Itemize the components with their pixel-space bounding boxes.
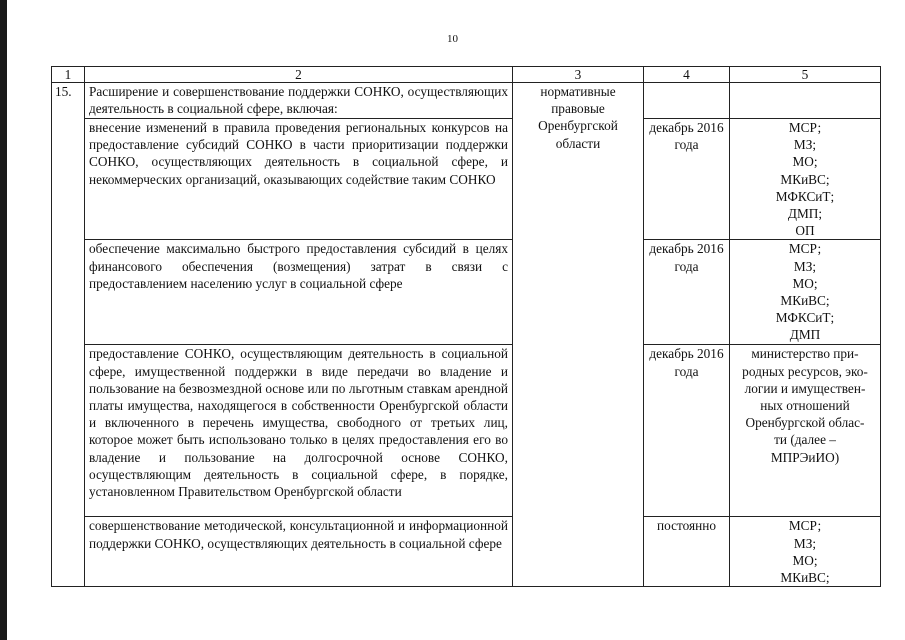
subitem-deadline: постоянно bbox=[644, 517, 730, 587]
table-row bbox=[52, 83, 881, 119]
subitem-deadline: декабрь 2016 года bbox=[644, 240, 730, 345]
executor: логии и имуществен- bbox=[744, 380, 866, 396]
executor: МКиВС; bbox=[780, 293, 830, 309]
header-cell: 4 bbox=[644, 67, 730, 83]
executor: МФКСиТ; bbox=[775, 310, 835, 326]
executor: МСР; bbox=[788, 241, 822, 257]
executor: ДМП; bbox=[787, 206, 823, 222]
table-row bbox=[52, 240, 881, 345]
executor: МО; bbox=[792, 275, 818, 291]
executor: МПРЭиИО) bbox=[770, 449, 840, 465]
executor: МСР; bbox=[788, 120, 822, 135]
executor: родных ресурсов, эко- bbox=[742, 363, 868, 379]
executor: МЗ; bbox=[793, 258, 817, 274]
item-title: Расширение и совершенствование поддержки СОНКО, осуществляющих деятельность в социальной сфере, включая: bbox=[85, 83, 513, 119]
subitem-deadline: декабрь 2016 года bbox=[644, 119, 730, 240]
executor: МСР; bbox=[788, 518, 822, 534]
subitem-text: обеспечение максимально быстрого предоставления субсидий в целях финансового обеспечения (возмещения) затрат в связи с предоставлением населению услуг в социальной сфере bbox=[85, 240, 513, 345]
executor: МКиВС; bbox=[780, 570, 830, 586]
scan-edge-bar bbox=[0, 0, 7, 640]
executor: МКиВС; bbox=[780, 171, 830, 187]
executor: ти (далее – bbox=[774, 432, 836, 448]
table-row bbox=[52, 517, 881, 587]
header-cell: 3 bbox=[513, 67, 644, 83]
executor: Оренбургской облас- bbox=[745, 415, 865, 431]
subitem-deadline: декабрь 2016 года bbox=[644, 345, 730, 517]
executor: МЗ; bbox=[793, 137, 817, 153]
deadline-cell-empty bbox=[644, 83, 730, 119]
subitem-executors bbox=[730, 517, 881, 587]
subitem-executors bbox=[730, 240, 881, 345]
executor: МО; bbox=[792, 552, 818, 568]
header-cell: 2 bbox=[85, 67, 513, 83]
subitem-executors bbox=[730, 345, 881, 517]
subitem-text: внесение изменений в правила проведения региональных конкурсов на предоставление субсидий СОНКО в части приоритизации поддержки СОНКО, осуществляющих деятельность в социальной сфере, и некоммерческих организаций, оказывающих содействие таким СОНКО bbox=[85, 119, 513, 240]
item-number: 15. bbox=[52, 83, 85, 587]
table-row bbox=[52, 119, 881, 240]
header-cell: 1 bbox=[52, 67, 85, 83]
executor: ДМП bbox=[789, 327, 821, 343]
header-row bbox=[52, 67, 881, 83]
page-number: 10 bbox=[447, 33, 458, 45]
subitem-text: совершенствование методической, консультационной и информационной поддержки СОНКО, осуществляющих деятельность в социальной сфере bbox=[85, 517, 513, 587]
executor: МФКСиТ; bbox=[775, 188, 835, 204]
header-cell: 5 bbox=[730, 67, 881, 83]
executors-cell-empty bbox=[730, 83, 881, 119]
subitem-executors bbox=[730, 119, 881, 240]
legal-basis: нормативные правовые Оренбургской области bbox=[513, 83, 644, 587]
plan-table bbox=[51, 66, 881, 587]
executor: МО; bbox=[792, 154, 818, 170]
subitem-text: предоставление СОНКО, осуществляющим деятельность в социальной сфере, имущественной поддержки в виде передачи во владение и пользование на безвозмездной основе или по льготным ставкам арендной платы имущества, находящегося в собственности Оренбургской области и включенного в перечень имущества, свободного от третьих лиц, которое может быть использовано только в целях предоставления его во владение и пользование на долгосрочной основе СОНКО, осуществляющим деятельность в социальной сфере, в порядке, установленном Правительством Оренбургской области bbox=[85, 345, 513, 517]
table-row bbox=[52, 345, 881, 517]
executor: ОП bbox=[795, 223, 815, 239]
executor: МЗ; bbox=[793, 535, 817, 551]
executor: ных отношений bbox=[760, 398, 850, 414]
executor: министерство при- bbox=[751, 346, 859, 362]
